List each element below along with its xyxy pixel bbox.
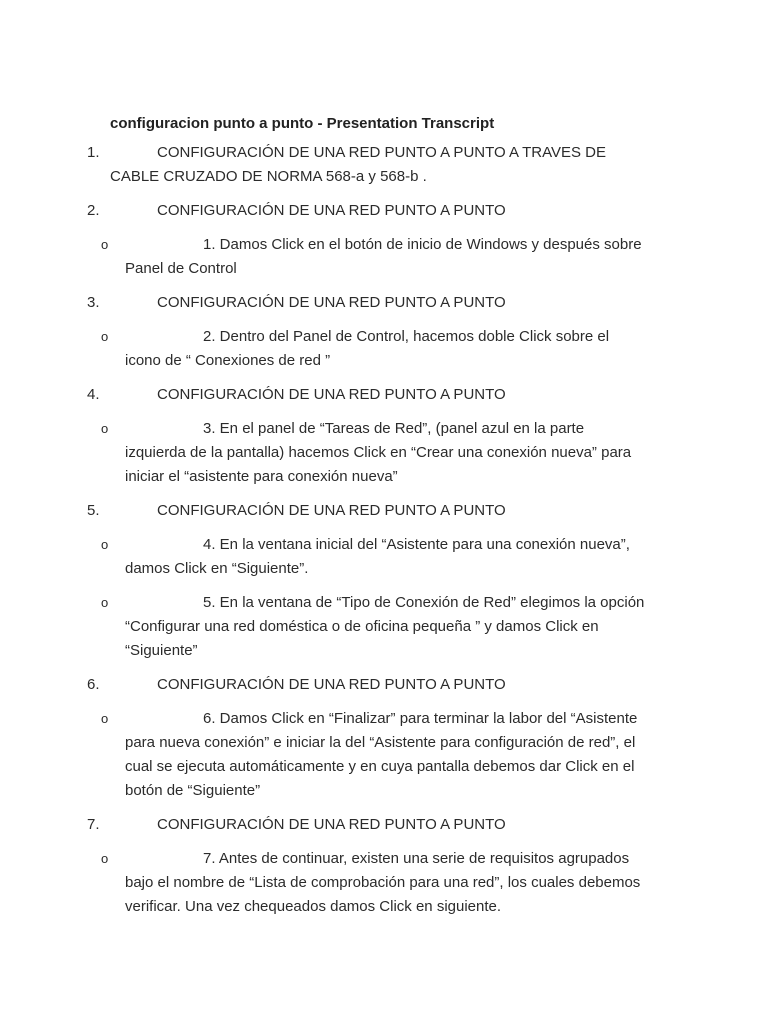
- sub-item: [0, 591, 768, 663]
- item-number: 4.: [87, 386, 100, 403]
- item-heading: CONFIGURACIÓN DE UNA RED PUNTO A PUNTO: [157, 386, 506, 403]
- list-item: [0, 199, 768, 223]
- sub-item-text: 6. Damos Click en “Finalizar” para terminar la labor del “Asistente para nueva conexión” e iniciar la del “Asistente para configuración de red”, el cual se ejecuta automáticamente y en cuya pantalla debemos dar Click en el botón de “Siguiente”: [125, 710, 638, 799]
- list-item: [0, 141, 768, 189]
- bullet: o: [101, 537, 109, 552]
- item-heading: CONFIGURACIÓN DE UNA RED PUNTO A PUNTO: [157, 816, 506, 833]
- sub-item: [0, 707, 768, 803]
- sub-item-text: 7. Antes de continuar, existen una serie de requisitos agrupados bajo el nombre de “Lista de comprobación para una red”, los cuales debemos verificar. Una vez chequeados damos Click en siguiente.: [125, 850, 641, 915]
- sub-item: [0, 417, 768, 489]
- bullet: o: [101, 851, 109, 866]
- sub-item-text: 4. En la ventana inicial del “Asistente para una conexión nueva”, damos Click en “Siguiente”.: [125, 536, 630, 577]
- sub-item-text: 5. En la ventana de “Tipo de Conexión de Red” elegimos la opción “Configurar una red doméstica o de oficina pequeña ” y damos Click en “Siguiente”: [125, 594, 645, 659]
- item-number: 7.: [87, 816, 100, 833]
- item-number: 3.: [87, 294, 100, 311]
- sub-item: [0, 233, 768, 281]
- sub-item-text: 1. Damos Click en el botón de inicio de Windows y después sobre Panel de Control: [125, 236, 642, 277]
- page-title: configuracion punto a punto - Presentation Transcript: [110, 115, 495, 132]
- sub-item-text: 3. En el panel de “Tareas de Red”, (panel azul en la parte izquierda de la pantalla) hacemos Click en “Crear una conexión nueva” para iniciar el “asistente para conexión nueva”: [125, 420, 632, 485]
- list-item: [0, 813, 768, 837]
- item-heading: CONFIGURACIÓN DE UNA RED PUNTO A PUNTO: [157, 294, 506, 311]
- bullet: o: [101, 421, 109, 436]
- item-heading: CONFIGURACIÓN DE UNA RED PUNTO A PUNTO: [157, 502, 506, 519]
- item-number: 6.: [87, 676, 100, 693]
- item-heading: CONFIGURACIÓN DE UNA RED PUNTO A PUNTO: [157, 676, 506, 693]
- bullet: o: [101, 237, 109, 252]
- transcript-list: [0, 141, 768, 929]
- sub-item: [0, 325, 768, 373]
- sub-item: [0, 533, 768, 581]
- item-number: 2.: [87, 202, 100, 219]
- bullet: o: [101, 329, 109, 344]
- sub-item-text: 2. Dentro del Panel de Control, hacemos doble Click sobre el icono de “ Conexiones de red ”: [125, 328, 610, 369]
- sub-item: [0, 847, 768, 919]
- item-number: 1.: [87, 144, 100, 161]
- bullet: o: [101, 595, 109, 610]
- list-item: [0, 673, 768, 697]
- item-heading: CONFIGURACIÓN DE UNA RED PUNTO A PUNTO: [157, 202, 506, 219]
- item-heading: CONFIGURACIÓN DE UNA RED PUNTO A PUNTO A TRAVES DE CABLE CRUZADO DE NORMA 568-a y 568-b .: [110, 144, 606, 185]
- list-item: [0, 499, 768, 523]
- item-number: 5.: [87, 502, 100, 519]
- list-item: [0, 291, 768, 315]
- list-item: [0, 383, 768, 407]
- bullet: o: [101, 711, 109, 726]
